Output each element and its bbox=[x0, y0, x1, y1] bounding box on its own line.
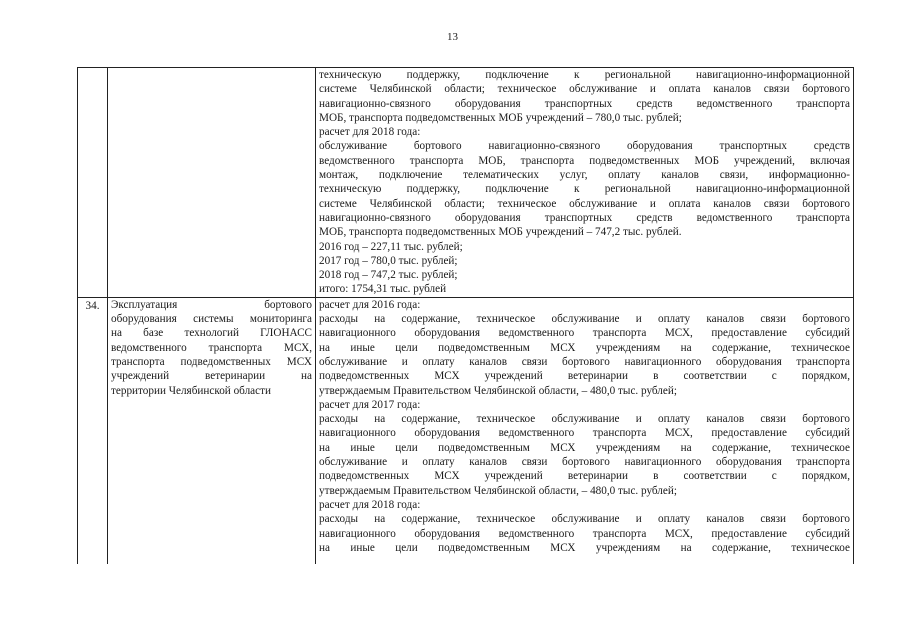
row-number-cell bbox=[78, 68, 108, 298]
text-line: расчет для 2018 года: bbox=[319, 126, 421, 139]
row-name-cell bbox=[108, 68, 316, 298]
table-row-34 bbox=[78, 297, 854, 564]
text-line: техническую поддержку, подключение к региональной навигационно-информационной bbox=[319, 183, 850, 196]
text-line: навигационного оборудования ведомственного транспорта МСХ, предоставление субсидий bbox=[319, 327, 850, 340]
text-line: навигационно-связного оборудования транспортных средств ведомственного транспорта bbox=[319, 97, 850, 110]
text-line: МОБ, транспорта подведомственных МОБ учреждений – 747,2 тыс. рублей. bbox=[319, 226, 682, 239]
table-row-continued bbox=[78, 68, 854, 298]
text-line: монтаж, подключение телематических услуг, оплату каналов связи, информационно- bbox=[319, 169, 850, 182]
text-line: территории Челябинской области bbox=[111, 384, 271, 397]
text-line: 2016 год – 227,11 тыс. рублей; bbox=[319, 240, 463, 253]
text-line: утверждаемым Правительством Челябинской области, – 480,0 тыс. рублей; bbox=[319, 484, 677, 497]
text-line: расчет для 2017 года: bbox=[319, 398, 421, 411]
text-line: системе Челябинской области; техническое обслуживание и оплата каналов связи бортового bbox=[319, 197, 850, 210]
text-line: оборудования системы мониторинга bbox=[111, 313, 312, 326]
text-line: обслуживание и оплату каналов связи бортового навигационного оборудования транспорта bbox=[319, 355, 850, 368]
text-line: на иные цели подведомственным МСХ учреждениям на содержание, техническое bbox=[319, 341, 850, 354]
text-line: на базе технологий ГЛОНАСС bbox=[111, 327, 312, 340]
text-line: подведомственных МСХ учреждений ветеринарии в соответствии с порядком, bbox=[319, 370, 850, 383]
row-name-cell bbox=[108, 297, 316, 564]
text-line: обслуживание и оплату каналов связи бортового навигационного оборудования транспорта bbox=[319, 456, 850, 469]
text-line: ведомственного транспорта МСХ, bbox=[111, 341, 312, 354]
text-line: обслуживание бортового навигационно-связного оборудования транспортных средств bbox=[319, 140, 850, 153]
description-text bbox=[319, 298, 850, 555]
text-line: 2018 год – 747,2 тыс. рублей; bbox=[319, 269, 458, 282]
text-line: на иные цели подведомственным МСХ учреждениям на содержание, техническое bbox=[319, 541, 850, 554]
row-description-cell bbox=[316, 297, 854, 564]
text-line: расчет для 2018 года: bbox=[319, 498, 421, 511]
row-description-cell bbox=[316, 68, 854, 298]
description-text bbox=[319, 68, 850, 297]
text-line: транспорта подведомственных МСХ bbox=[111, 355, 312, 368]
text-line: техническую поддержку, подключение к региональной навигационно-информационной bbox=[319, 69, 850, 81]
page-number: 13 bbox=[447, 31, 458, 43]
text-line: подведомственных МСХ учреждений ветеринарии в соответствии с порядком, bbox=[319, 470, 850, 483]
program-table bbox=[77, 67, 854, 564]
text-line: Эксплуатация бортового bbox=[111, 298, 312, 311]
text-line: системе Челябинской области; техническое обслуживание и оплата каналов связи бортового bbox=[319, 83, 850, 96]
row-name-text bbox=[111, 298, 312, 398]
text-line: на иные цели подведомственным МСХ учреждениям на содержание, техническое bbox=[319, 441, 850, 454]
text-line: навигационного оборудования ведомственного транспорта МСХ, предоставление субсидий bbox=[319, 427, 850, 440]
text-line: расходы на содержание, техническое обслуживание и оплату каналов связи бортового bbox=[319, 313, 850, 326]
row-number-cell: 34. bbox=[78, 297, 108, 564]
text-line: ведомственного транспорта МОБ, транспорта подведомственных МОБ учреждений, включая bbox=[319, 154, 850, 167]
text-line: 2017 год – 780,0 тыс. рублей; bbox=[319, 254, 458, 267]
text-line: итого: 1754,31 тыс. рублей bbox=[319, 283, 447, 296]
text-line: расчет для 2016 года: bbox=[319, 298, 421, 311]
text-line: расходы на содержание, техническое обслуживание и оплату каналов связи бортового bbox=[319, 513, 850, 526]
text-line: утверждаемым Правительством Челябинской области, – 480,0 тыс. рублей; bbox=[319, 384, 677, 397]
text-line: навигационного оборудования ведомственного транспорта МСХ, предоставление субсидий bbox=[319, 527, 850, 540]
text-line: учреждений ветеринарии на bbox=[111, 370, 312, 383]
text-line: расходы на содержание, техническое обслуживание и оплату каналов связи бортового bbox=[319, 413, 850, 426]
text-line: МОБ, транспорта подведомственных МОБ учреждений – 780,0 тыс. рублей; bbox=[319, 111, 682, 124]
text-line: навигационно-связного оборудования транспортных средств ведомственного транспорта bbox=[319, 211, 850, 224]
